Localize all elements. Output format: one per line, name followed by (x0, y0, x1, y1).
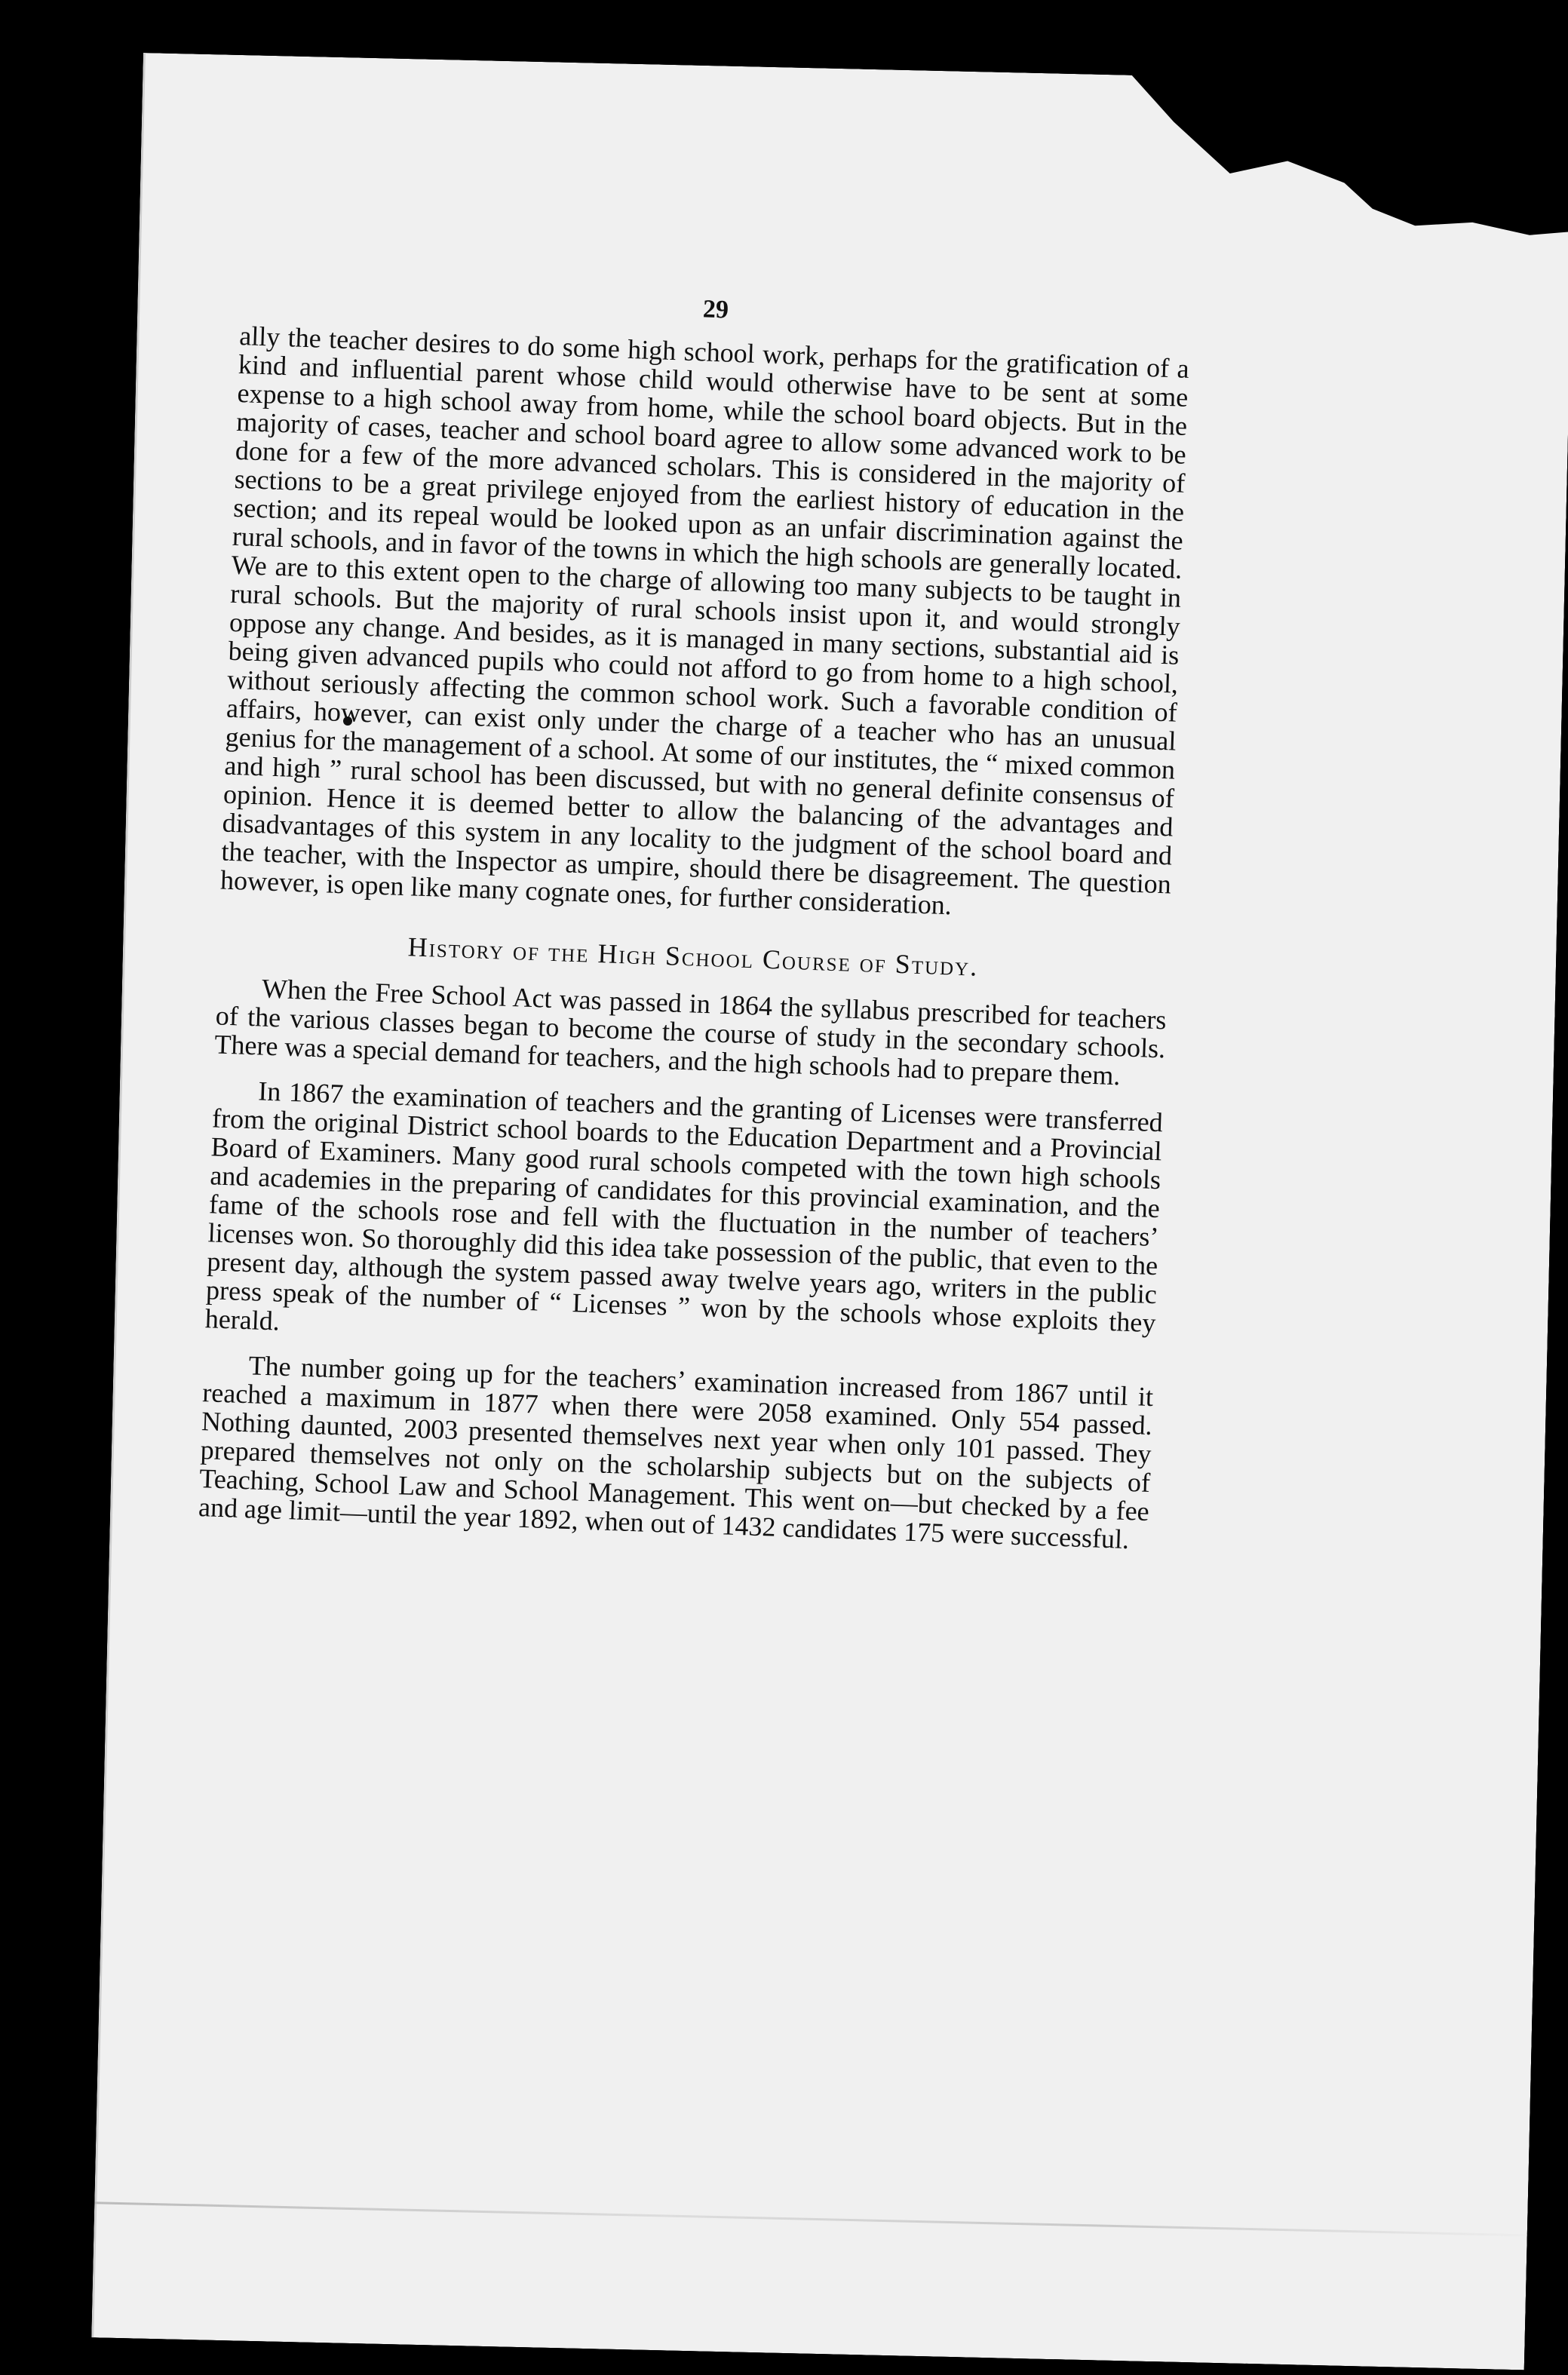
page-number: 29 (702, 295, 729, 324)
body-paragraph-2: When the Free School Act was passed in 1864 the syllabus prescribed for teachers of the various classes began to become the course of study in the secondary schools. There was a special demand for teachers, and the high schools had to prepare them. (213, 973, 1168, 1091)
body-paragraph-4: The number going up for the teachers’ examination increased from 1867 until it reached a maximum in 1877 when there were 2058 examined. Only 554 passed. Nothing daunted, 2003 presented themselves next year when only 101 passed. They prepared themselves not only on the scholarship subjects but on the subjects of Teaching, School Law and School Management. This went on—but checked by a fee and age limit—until the year 1892, when out of 1432 candidates 175 were successful. (198, 1350, 1154, 1555)
body-paragraph-3: In 1867 the examination of teachers and the granting of Licenses were transferred from the original District school boards to the Education Department and a Provincial Board of Examiners. Many good rural schools competed with the town high schools and academies in the preparing of candidates for this provincial examination, and the fame of the schools rose and fell with the fluctuation in the number of teachers’ licenses won. So thoroughly did this idea take possession of the public, that even to the present day, although the system passed away twelve years ago, writers in the public press speak of the number of “ Licenses ” won by the schools whose exploits they herald. (204, 1076, 1164, 1339)
section-heading: History of the High School Course of Study. (407, 931, 979, 982)
body-paragraph-1: ally the teacher desires to do some high school work, perhaps for the gratification of a kind and influential parent whose child would otherwise have to be sent at some expense to a high school away from home, while the school board objects. But in the majority of cases, teacher and school board agree to allow some advanced work to be done for a few of the more advanced scholars. This is considered in the majority of sections to be a great privilege enjoyed from the earliest history of education in the section; and its repeal would be looked upon as an unfair discrimination against the rural schools, and in favor of the towns in which the high schools are generally located. We are to this extent open to the charge of allowing too many subjects to be taught in rural schools. But the majority of rural schools insist upon it, and would strongly oppose any change. And besides, as it is managed in many sections, substantial aid is being given advanced pupils who could not afford to go from home to a high school, without seriously affecting the common school work. Such a favorable condition of affairs, however, can exist only under the charge of a teacher who has an unusual genius for the management of a school. At some of our institutes, the “ mixed common and high ” rural school has been discussed, but with no general definite consensus of opinion. Hence it is deemed better to allow the balancing of the advantages and disadvantages of this system in any locality to the judgment of the school board and the teacher, with the Inspector as umpire, should there be disagreement. The question however, is open like many cognate ones, for further consideration. (219, 320, 1190, 921)
page-text-block (198, 279, 1192, 1571)
